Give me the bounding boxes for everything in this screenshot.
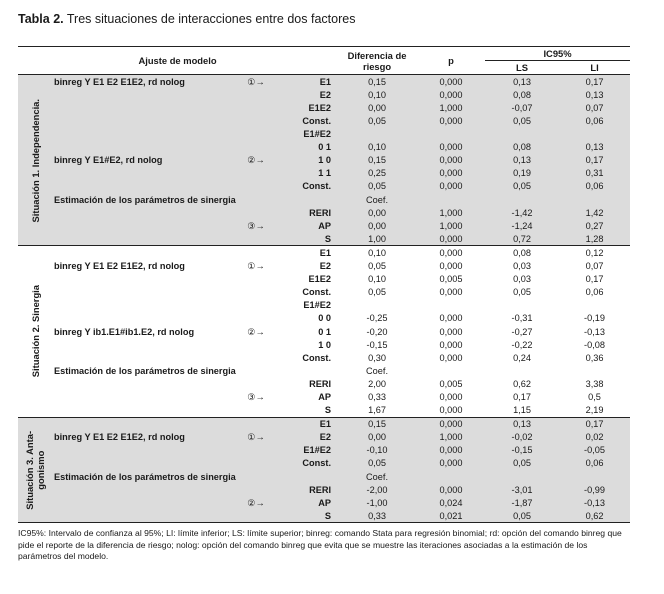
row-label: RERI	[309, 378, 332, 389]
p-cell: 0,000	[439, 326, 463, 337]
p-cell: 0,000	[439, 313, 463, 324]
ls-cell: 0,05	[485, 509, 559, 523]
model-command	[52, 206, 230, 219]
table-row	[18, 312, 630, 325]
ls-cell: 0,13	[513, 155, 531, 166]
row-label: E1#E2	[303, 445, 332, 456]
model-command	[52, 457, 230, 470]
step-marker	[230, 88, 282, 101]
p-cell: 0,000	[439, 445, 463, 456]
table-row	[18, 114, 630, 127]
step-marker	[230, 299, 282, 312]
step-marker	[230, 273, 282, 286]
ls-cell: 0,17	[513, 391, 531, 402]
p-cell	[417, 299, 485, 312]
p-cell: 0,000	[439, 89, 463, 100]
ls-cell: -3,01	[511, 484, 533, 495]
li-cell: 0,17	[585, 155, 604, 166]
model-command: Estimación de los parámetros de sinergia	[54, 194, 236, 205]
p-cell: 0,000	[439, 458, 463, 469]
diferencia-cell: 0,15	[368, 76, 386, 87]
model-command	[52, 232, 230, 246]
table-row	[18, 273, 630, 286]
li-cell: 0,17	[585, 274, 604, 285]
row-label: E1#E2	[303, 300, 332, 311]
p-cell: 0,000	[439, 352, 463, 363]
diferencia-cell	[337, 128, 417, 141]
p-cell: 0,021	[417, 509, 485, 523]
li-cell: 0,07	[585, 261, 604, 272]
table-row	[18, 232, 630, 246]
row-label: Const.	[302, 458, 332, 469]
footnote: IC95%: Intervalo de confianza al 95%; LI: límite inferior; LS: límite superior; binreg: comando Stata para regresión binomial; rd: opción del comando binreg que pide el reporte de la diferencia de riesgo; nolog: opción del comando binreg que evita que se muestre las iteraciones asociadas a la estimación de los parámetros del modelo.	[18, 528, 622, 561]
table-row	[18, 193, 630, 206]
ls-cell: 0,72	[485, 232, 559, 246]
li-cell: -0,13	[584, 326, 605, 337]
ls-cell: 0,08	[513, 89, 531, 100]
table-row	[18, 206, 630, 219]
p-cell: 0,000	[439, 484, 463, 495]
ls-cell: 0,05	[513, 287, 531, 298]
model-command: binreg Y E1#E2, rd nolog	[54, 155, 163, 166]
situation-label: Situación 1. Independencia.	[29, 98, 41, 223]
table-row	[18, 509, 630, 523]
situation-label-cell	[18, 417, 52, 523]
ls-cell: -0,07	[511, 102, 533, 113]
row-label: 1 1	[318, 168, 332, 179]
diferencia-cell: 0,10	[368, 274, 386, 285]
header-ls: LS	[485, 61, 559, 75]
header-li: LI	[559, 61, 630, 75]
diferencia-cell: 0,05	[368, 458, 386, 469]
ls-cell: 0,13	[513, 76, 531, 87]
p-cell: 1,000	[439, 432, 463, 443]
diferencia-cell: -0,20	[366, 326, 388, 337]
li-cell: 0,36	[585, 352, 604, 363]
header-p: p	[448, 54, 454, 66]
li-cell: 0,17	[585, 419, 604, 430]
model-command	[52, 180, 230, 193]
table-title-text: Tres situaciones de interacciones entre dos factores	[63, 12, 356, 26]
diferencia-cell: 0,10	[368, 142, 386, 153]
row-label: S	[282, 404, 337, 418]
li-cell	[559, 128, 630, 141]
step-marker	[230, 232, 282, 246]
row-label: E1E2	[308, 102, 332, 113]
diferencia-cell: 0,25	[368, 168, 386, 179]
row-label: Const.	[302, 116, 332, 127]
results-table	[18, 46, 630, 523]
row-label: S	[282, 509, 337, 523]
diferencia-cell: Coef.	[366, 471, 388, 482]
diferencia-cell: Coef.	[366, 365, 388, 376]
model-command	[52, 299, 230, 312]
li-cell: 0,07	[585, 102, 604, 113]
row-label	[282, 470, 337, 483]
li-cell: 0,06	[585, 458, 604, 469]
row-label	[282, 364, 337, 377]
li-cell: 0,31	[585, 168, 604, 179]
row-label: Const.	[302, 181, 332, 192]
ls-cell: -0,27	[511, 326, 533, 337]
step-marker	[230, 364, 282, 377]
p-cell: 0,000	[439, 419, 463, 430]
model-command: binreg Y E1 E2 E1E2, rd nolog	[54, 261, 185, 272]
situation-label-cell	[18, 75, 52, 246]
table-title	[18, 12, 355, 26]
model-command: binreg Y ib1.E1#ib1.E2, rd nolog	[54, 326, 195, 337]
row-label: Const.	[302, 352, 332, 363]
li-cell: 0,27	[585, 220, 604, 231]
step-marker: ③→	[247, 220, 265, 231]
li-cell	[559, 299, 630, 312]
ls-cell	[485, 299, 559, 312]
row-label: 0 1	[318, 326, 332, 337]
ls-cell	[485, 364, 559, 377]
row-label: Const.	[302, 287, 332, 298]
ls-cell: -0,22	[511, 339, 533, 350]
li-cell: 0,12	[585, 247, 604, 258]
model-command	[52, 417, 230, 431]
step-marker	[230, 404, 282, 418]
row-label: S	[282, 232, 337, 246]
step-marker	[230, 312, 282, 325]
p-cell: 1,000	[439, 102, 463, 113]
model-command	[52, 338, 230, 351]
p-cell: 0,024	[439, 497, 463, 508]
table-row	[18, 128, 630, 141]
table-row	[18, 431, 630, 444]
li-cell: -0,05	[584, 445, 605, 456]
step-marker: ①→	[247, 432, 265, 443]
ls-cell: 0,05	[513, 116, 531, 127]
table-row	[18, 88, 630, 101]
table-row	[18, 286, 630, 299]
table-row	[18, 154, 630, 167]
table-row	[18, 219, 630, 232]
ls-cell: -0,02	[511, 432, 533, 443]
row-label: RERI	[309, 484, 332, 495]
model-command	[52, 286, 230, 299]
table-row	[18, 351, 630, 364]
li-cell: 0,17	[585, 76, 604, 87]
li-cell: 2,19	[559, 404, 630, 418]
table-body	[18, 75, 630, 523]
diferencia-cell: -0,10	[366, 445, 388, 456]
model-command	[52, 101, 230, 114]
ls-cell	[485, 128, 559, 141]
header-ic: IC95%	[485, 47, 630, 61]
model-command	[52, 404, 230, 418]
li-cell: -0,08	[584, 339, 605, 350]
table-row	[18, 364, 630, 377]
model-command	[52, 496, 230, 509]
step-marker	[230, 114, 282, 127]
diferencia-cell: -0,15	[366, 339, 388, 350]
diferencia-cell: -1,00	[366, 497, 388, 508]
li-cell: 1,42	[585, 207, 604, 218]
diferencia-cell: 2,00	[368, 378, 386, 389]
ls-cell: -0,15	[511, 445, 533, 456]
step-marker: ②→	[247, 155, 265, 166]
p-cell: 0,000	[439, 116, 463, 127]
step-marker	[230, 193, 282, 206]
step-marker	[230, 377, 282, 390]
li-cell: 1,28	[559, 232, 630, 246]
diferencia-cell: -0,25	[366, 313, 388, 324]
situation-label: Situación 2. Sinergia	[29, 285, 41, 378]
row-label: 0 1	[318, 142, 332, 153]
diferencia-cell: 0,00	[368, 220, 386, 231]
step-marker	[230, 128, 282, 141]
model-command	[52, 351, 230, 364]
diferencia-cell: 0,00	[368, 102, 386, 113]
p-cell: 1,000	[439, 220, 463, 231]
table-row	[18, 457, 630, 470]
step-marker	[230, 457, 282, 470]
ls-cell: 0,08	[513, 142, 531, 153]
model-command	[52, 509, 230, 523]
step-marker: ③→	[247, 391, 265, 402]
p-cell: 0,000	[439, 261, 463, 272]
li-cell	[559, 193, 630, 206]
step-marker: ②→	[247, 497, 265, 508]
row-label: E2	[319, 432, 332, 443]
ls-cell: 1,15	[485, 404, 559, 418]
step-marker	[230, 286, 282, 299]
li-cell: 0,06	[585, 116, 604, 127]
table-row	[18, 390, 630, 403]
table-row	[18, 180, 630, 193]
row-label: E1	[319, 76, 332, 87]
model-command	[52, 219, 230, 232]
table-row	[18, 377, 630, 390]
row-label: RERI	[309, 207, 332, 218]
row-label: E2	[319, 89, 332, 100]
row-label: E1#E2	[303, 129, 332, 140]
table-row	[18, 325, 630, 338]
model-command: binreg Y E1 E2 E1E2, rd nolog	[54, 76, 185, 87]
p-cell: 0,000	[417, 404, 485, 418]
table-row	[18, 404, 630, 418]
p-cell	[417, 364, 485, 377]
step-marker	[230, 206, 282, 219]
diferencia-cell: Coef.	[366, 194, 388, 205]
row-label: AP	[318, 391, 332, 402]
li-cell: 0,5	[588, 391, 601, 402]
diferencia-cell: 0,10	[368, 89, 386, 100]
diferencia-cell: 0,33	[368, 391, 386, 402]
diferencia-cell: 1,67	[337, 404, 417, 418]
p-cell: 0,005	[439, 378, 463, 389]
step-marker	[230, 167, 282, 180]
model-command	[52, 444, 230, 457]
diferencia-cell: 0,33	[337, 509, 417, 523]
li-cell: 0,13	[585, 142, 604, 153]
step-marker	[230, 417, 282, 431]
step-marker: ①→	[247, 76, 265, 87]
situation-label: Situación 3. Anta- gonismo	[24, 430, 46, 510]
li-cell: 0,02	[585, 432, 604, 443]
step-marker	[230, 338, 282, 351]
row-label: E2	[319, 261, 332, 272]
ls-cell: -1,24	[511, 220, 533, 231]
li-cell: -0,99	[584, 484, 605, 495]
diferencia-cell: 0,00	[368, 207, 386, 218]
row-label: E1	[319, 419, 332, 430]
model-command	[52, 128, 230, 141]
li-cell: -0,19	[584, 313, 605, 324]
diferencia-cell: 0,10	[368, 247, 386, 258]
ls-cell: 0,03	[513, 274, 531, 285]
diferencia-cell: 0,05	[368, 116, 386, 127]
model-command	[52, 483, 230, 496]
model-command: binreg Y E1 E2 E1E2, rd nolog	[54, 432, 185, 443]
diferencia-cell: 0,15	[368, 155, 386, 166]
diferencia-cell: 0,05	[368, 287, 386, 298]
p-cell: 0,000	[439, 168, 463, 179]
model-command	[52, 246, 230, 260]
step-marker	[230, 483, 282, 496]
step-marker	[230, 141, 282, 154]
diferencia-cell: 0,05	[368, 181, 386, 192]
li-cell: 0,06	[585, 181, 604, 192]
table-row	[18, 299, 630, 312]
ls-cell: -0,31	[511, 313, 533, 324]
diferencia-cell	[337, 299, 417, 312]
diferencia-cell: 0,00	[368, 432, 386, 443]
diferencia-cell: 0,15	[368, 419, 386, 430]
ls-cell: 0,24	[513, 352, 531, 363]
table-title-number: Tabla 2.	[18, 12, 64, 26]
p-cell: 0,000	[439, 142, 463, 153]
li-cell: 0,13	[585, 89, 604, 100]
header-row	[18, 47, 630, 61]
ls-cell: 0,13	[513, 419, 531, 430]
row-label: E1	[319, 247, 332, 258]
li-cell: 0,62	[559, 509, 630, 523]
table-row	[18, 101, 630, 114]
ls-cell: -1,42	[511, 207, 533, 218]
ls-cell: -1,87	[511, 497, 533, 508]
row-label: 1 0	[318, 339, 332, 350]
step-marker	[230, 470, 282, 483]
ls-cell	[485, 193, 559, 206]
row-label: 1 0	[318, 155, 332, 166]
model-command	[52, 377, 230, 390]
p-cell	[417, 193, 485, 206]
model-command	[52, 141, 230, 154]
table-row	[18, 75, 630, 88]
ls-cell: 0,03	[513, 261, 531, 272]
table-row	[18, 167, 630, 180]
p-cell: 0,000	[417, 232, 485, 246]
step-marker: ①→	[247, 261, 265, 272]
table-row	[18, 470, 630, 483]
model-command	[52, 273, 230, 286]
table-row	[18, 246, 630, 260]
situation-label-cell	[18, 246, 52, 417]
p-cell: 0,005	[439, 274, 463, 285]
header-diferencia: Diferencia de riesgo	[347, 49, 407, 72]
row-label: 0 0	[318, 313, 332, 324]
li-cell: 0,06	[585, 287, 604, 298]
ls-cell: 0,19	[513, 168, 531, 179]
diferencia-cell: 1,00	[337, 232, 417, 246]
p-cell: 0,000	[439, 339, 463, 350]
table-row	[18, 260, 630, 273]
step-marker	[230, 101, 282, 114]
li-cell	[559, 364, 630, 377]
model-command	[52, 390, 230, 403]
row-label: E1E2	[308, 274, 332, 285]
table-row	[18, 141, 630, 154]
header-ajuste: Ajuste de modelo	[138, 54, 217, 66]
li-cell	[559, 470, 630, 483]
ls-cell: 0,05	[513, 458, 531, 469]
p-cell: 0,000	[439, 391, 463, 402]
model-command	[52, 88, 230, 101]
step-marker	[230, 509, 282, 523]
ls-cell: 0,62	[513, 378, 531, 389]
ls-cell	[485, 470, 559, 483]
row-label: AP	[318, 220, 332, 231]
model-command	[52, 114, 230, 127]
p-cell: 1,000	[439, 207, 463, 218]
p-cell	[417, 470, 485, 483]
step-marker	[230, 180, 282, 193]
model-command	[52, 312, 230, 325]
table-row	[18, 496, 630, 509]
table-row	[18, 417, 630, 431]
p-cell: 0,000	[439, 76, 463, 87]
diferencia-cell: -2,00	[366, 484, 388, 495]
p-cell: 0,000	[439, 181, 463, 192]
p-cell: 0,000	[439, 287, 463, 298]
table-row	[18, 338, 630, 351]
ls-cell: 0,05	[513, 181, 531, 192]
model-command: Estimación de los parámetros de sinergia	[54, 365, 236, 376]
li-cell: -0,13	[584, 497, 605, 508]
diferencia-cell: 0,30	[368, 352, 386, 363]
step-marker: ②→	[247, 326, 265, 337]
p-cell: 0,000	[439, 247, 463, 258]
step-marker	[230, 246, 282, 260]
row-label	[282, 193, 337, 206]
table-row	[18, 483, 630, 496]
diferencia-cell: 0,05	[368, 261, 386, 272]
row-label: AP	[318, 497, 332, 508]
step-marker	[230, 351, 282, 364]
p-cell	[417, 128, 485, 141]
model-command: Estimación de los parámetros de sinergia	[54, 471, 236, 482]
table-row	[18, 444, 630, 457]
li-cell: 3,38	[585, 378, 604, 389]
p-cell: 0,000	[439, 155, 463, 166]
model-command	[52, 167, 230, 180]
step-marker	[230, 444, 282, 457]
ls-cell: 0,08	[513, 247, 531, 258]
